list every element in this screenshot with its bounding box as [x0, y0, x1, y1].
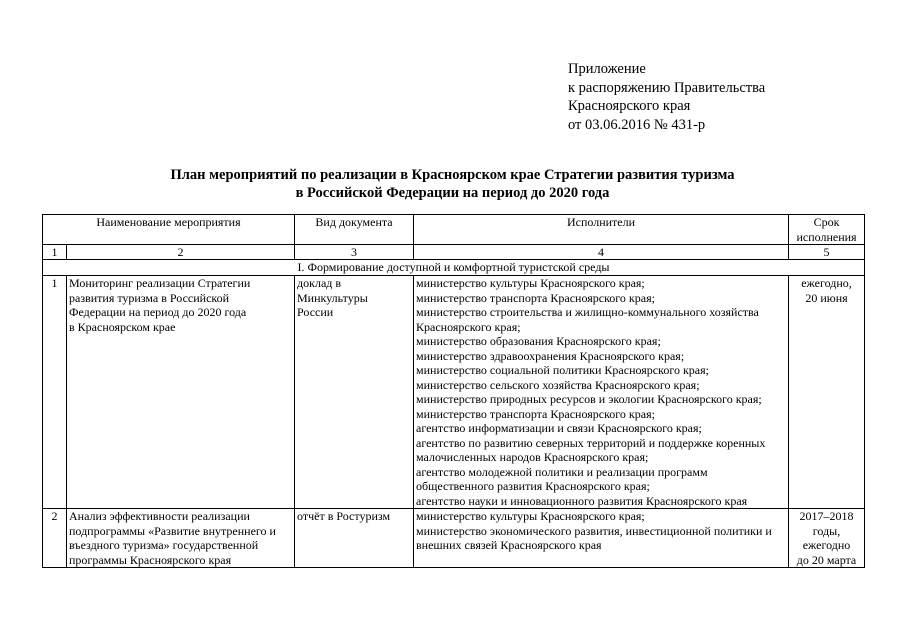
header-executors: Исполнители	[414, 215, 789, 245]
appendix-line: от 03.06.2016 № 431-р	[568, 116, 706, 133]
row-doc	[295, 509, 414, 568]
row-name-line: въездного туризма» государственной	[69, 538, 259, 552]
title-line-1: План мероприятий по реализации в Красноярском крае Стратегии развития туризма	[170, 167, 735, 183]
row-name-line: подпрограммы «Развитие внутреннего и	[69, 523, 276, 538]
executor-line: министерство природных ресурсов и экологии Красноярского края;	[416, 392, 762, 406]
executor-line: агентство науки и инновационного развития Красноярского края	[416, 493, 748, 508]
row-doc-line: Минкультуры	[297, 290, 368, 305]
executor-line: министерство транспорта Красноярского края;	[416, 290, 655, 305]
deadline-line: ежегодно	[802, 538, 851, 552]
row-name-line: в Красноярском крае	[69, 319, 176, 334]
section-row	[43, 260, 865, 276]
appendix-block	[568, 60, 765, 134]
deadline-line: 2017–2018	[799, 509, 854, 523]
column-number: 1	[43, 245, 67, 260]
executor-line: министерство сельского хозяйства Красноярского края;	[416, 377, 700, 392]
executor-line: Красноярского края;	[416, 319, 521, 334]
executor-line: министерство здравоохранения Красноярского края;	[416, 348, 685, 363]
row-name-line: программы Красноярского края	[69, 552, 232, 567]
column-number: 5	[789, 245, 865, 260]
row-doc-line: доклад в	[297, 276, 342, 290]
header-deadline-line: исполнения	[796, 229, 857, 244]
header-name: Наименование мероприятия	[43, 215, 295, 245]
row-doc	[295, 276, 414, 509]
document-title	[0, 166, 905, 202]
row-deadline	[789, 509, 865, 568]
title-line-2: в Российской Федерации на период до 2020 года	[295, 185, 610, 201]
row-executors	[414, 276, 789, 509]
column-numbers-row	[43, 245, 865, 260]
row-doc-line: отчёт в Ростуризм	[297, 509, 391, 523]
appendix-line: Красноярского края	[568, 98, 691, 114]
appendix-line: к распоряжению Правительства	[568, 79, 766, 96]
row-name-line: Мониторинг реализации Стратегии	[69, 276, 251, 290]
deadline-line: 20 июня	[805, 290, 848, 305]
row-number: 2	[43, 509, 67, 568]
appendix-line: Приложение	[568, 61, 646, 77]
executor-line: министерство культуры Красноярского края;	[416, 276, 645, 290]
executor-line: агентство информатизации и связи Красноярского края;	[416, 421, 702, 435]
header-deadline-line: Срок	[813, 215, 840, 229]
row-name-line: развития туризма в Российской	[69, 290, 230, 305]
table-row	[43, 509, 865, 568]
section-title: I. Формирование доступной и комфортной туристской среды	[43, 260, 865, 276]
column-number: 3	[295, 245, 414, 260]
deadline-line: ежегодно,	[801, 276, 852, 290]
deadline-line: годы,	[812, 523, 841, 538]
executor-line: министерство экономического развития, инвестиционной политики и	[416, 523, 772, 538]
executor-line: внешних связей Красноярского края	[416, 538, 602, 552]
deadline-line: до 20 марта	[796, 552, 857, 567]
executor-line: агентство по развитию северных территорий и поддержке коренных	[416, 435, 766, 450]
header-doc: Вид документа	[295, 215, 414, 245]
row-name-line: Федерации на период до 2020 года	[69, 305, 247, 319]
row-doc-line: России	[297, 305, 334, 319]
row-name	[67, 509, 295, 568]
row-deadline	[789, 276, 865, 509]
executor-line: министерство социальной политики Красноярского края;	[416, 363, 709, 377]
plan-table	[42, 214, 865, 568]
executor-line: министерство культуры Красноярского края;	[416, 509, 645, 523]
table-row	[43, 276, 865, 509]
row-executors	[414, 509, 789, 568]
executor-line: общественного развития Красноярского края;	[416, 479, 650, 493]
row-number: 1	[43, 276, 67, 509]
executor-line: агентство молодежной политики и реализации программ	[416, 464, 708, 479]
header-deadline	[789, 215, 865, 245]
executor-line: министерство транспорта Красноярского края;	[416, 406, 655, 421]
header-row	[43, 215, 865, 245]
executor-line: министерство образования Красноярского края;	[416, 334, 661, 348]
column-number: 4	[414, 245, 789, 260]
row-name	[67, 276, 295, 509]
row-name-line: Анализ эффективности реализации	[69, 509, 250, 523]
column-number: 2	[67, 245, 295, 260]
executor-line: малочисленных народов Красноярского края;	[416, 450, 649, 464]
executor-line: министерство строительства и жилищно-коммунального хозяйства	[416, 305, 759, 319]
